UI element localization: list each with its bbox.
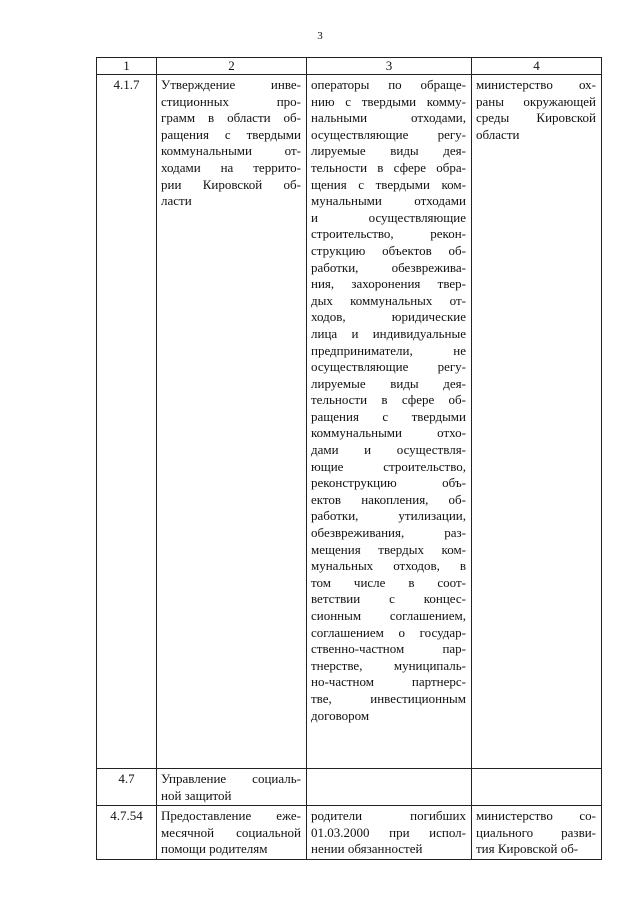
cell-text-line: ющие строительство, [311,458,466,474]
cell-text-line: нию с твердыми комму- [311,93,466,109]
cell-text-line: соглашением о государ- [311,624,466,640]
cell-text-line: Предоставление еже- [161,808,301,824]
cell-text-line: ращения с твердыми [161,126,301,142]
document-table [96,57,602,860]
cell-text-line: нении обязанностей [311,841,423,857]
cell-text-line: реконструкцию объ- [311,475,466,491]
authority-cell [472,75,602,769]
cell-text-line: осуществляющие регу- [311,359,466,375]
cell-text-line: осуществляющие регу- [311,126,466,142]
cell-text-line: министерство ох- [476,77,596,92]
cell-text-line: ласти [161,193,192,209]
row-number: 4.7.54 [97,806,157,860]
cell-text-line: ния, захоронения твер- [311,276,466,292]
table-header-row [97,58,602,75]
cell-text-line: циального разви- [476,824,596,840]
row-number: 4.1.7 [97,75,157,769]
cell-text-line: ственно-частном пар- [311,641,466,657]
row-number: 4.7 [97,769,157,806]
table-row [97,75,602,769]
cell-text-line: тельности в сфере обра- [311,159,466,175]
header-col-3: 3 [307,58,472,75]
function-cell [157,806,307,860]
cell-text-line: строительство, рекон- [311,226,466,242]
cell-text-line: дых коммунальных от- [311,292,466,308]
cell-text-line: дами и осуществля- [311,442,466,458]
cell-text-line: стиционных про- [161,93,301,109]
cell-text-line: ходов, юридические [311,309,466,325]
cell-text-line: щения с твердыми ком- [311,176,466,192]
cell-text-line: Управление социаль- [161,771,301,786]
cell-text-line: мунальными отходами [311,193,466,209]
cell-text-line: тельности в сфере об- [311,392,466,408]
cell-text-line: грамм в области об- [161,110,301,126]
cell-text-line: коммунальными от- [161,143,301,159]
cell-text-line: области [476,126,520,142]
cell-text-line: раны окружающей [476,93,596,109]
authority-cell [472,806,602,860]
subjects-cell [307,769,472,806]
cell-text-line: ной защитой [161,787,232,803]
cell-text-line: том числе в соот- [311,574,466,590]
table-row [97,806,602,860]
function-cell [157,75,307,769]
cell-text-line: месячной социальной [161,824,301,840]
cell-text-line: работки, обезврежива- [311,259,466,275]
subjects-cell [307,75,472,769]
cell-text-line: но-частном партнерс- [311,674,466,690]
cell-text-line: струкцию объектов об- [311,242,466,258]
subjects-cell [307,806,472,860]
cell-text-line: обезвреживания, раз- [311,525,466,541]
cell-text-line: помощи родителям [161,841,268,857]
cell-text-line: лируемые виды дея- [311,375,466,391]
cell-text-line: рии Кировской об- [161,176,301,192]
cell-text-line: тия Кировской об- [476,841,579,857]
cell-text-line: ветствии с концес- [311,591,466,607]
cell-text-line: тве, инвестиционным [311,690,466,706]
cell-text-line: министерство со- [476,808,596,824]
cell-text-line: договором [311,707,370,723]
authority-cell [472,769,602,806]
cell-text-line: операторы по обраще- [311,77,466,92]
cell-text-line: Утверждение инве- [161,77,301,92]
header-col-4: 4 [472,58,602,75]
cell-text-line: мунальных отходов, в [311,558,466,574]
cell-text-line: мещения твердых ком- [311,541,466,557]
cell-text-line: предприниматели, не [311,342,466,358]
cell-text-line: лируемые виды дея- [311,143,466,159]
cell-text-line: нальными отходами, [311,110,466,126]
function-cell [157,769,307,806]
cell-text-line: коммунальными отхо- [311,425,466,441]
page-number: 3 [317,30,323,42]
cell-text-line: лица и индивидуальные [311,325,466,341]
table-row [97,769,602,806]
header-col-1: 1 [97,58,157,75]
cell-text-line: и осуществляющие [311,209,466,225]
cell-text-line: среды Кировской [476,110,596,126]
cell-text-line: работки, утилизации, [311,508,466,524]
header-col-2: 2 [157,58,307,75]
cell-text-line: 01.03.2000 при испол- [311,824,466,840]
cell-text-line: родители погибших [311,808,466,824]
cell-text-line: тнерстве, муниципаль- [311,657,466,673]
cell-text-line: ходами на террито- [161,159,301,175]
cell-text-line: ращения с твердыми [311,408,466,424]
cell-text-line: ектов накопления, об- [311,491,466,507]
cell-text-line: сионным соглашением, [311,608,466,623]
